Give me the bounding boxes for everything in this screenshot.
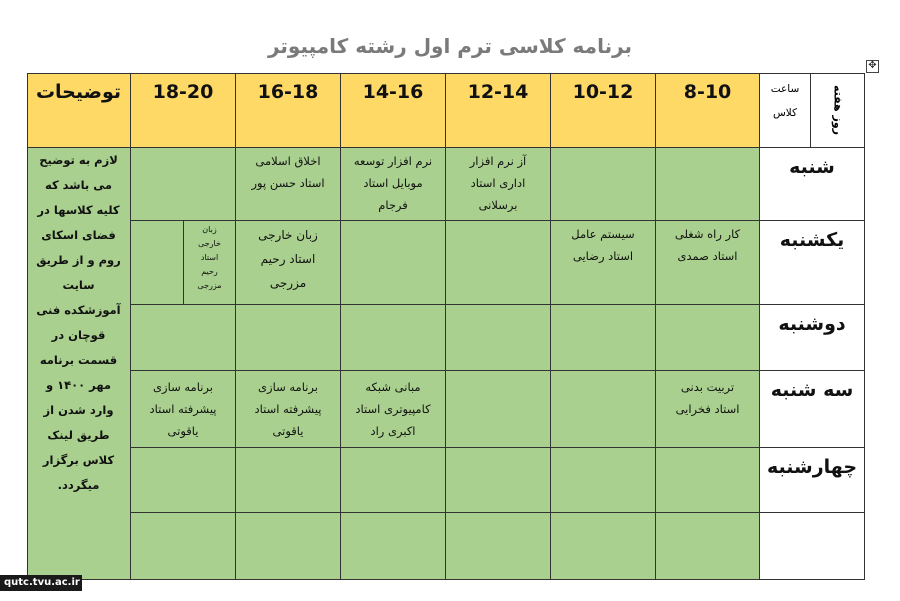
cell-wed-12-14 <box>446 448 551 513</box>
header-slot-18-20: 18-20 <box>131 73 236 148</box>
day-monday: دوشنبه <box>760 305 865 371</box>
notes-cell: لازم به توضیح می باشد که کلیه کلاسها در فضای اسکای روم و از طریق سایت آموزشکده فنی قوچان در قسمت برنامه مهر ۱۴۰۰ و وارد شدن از طریق لینک کلاس برگزار میگردد. <box>27 148 131 580</box>
corner-day-header <box>811 73 865 148</box>
cell-wed-8-10 <box>656 448 760 513</box>
day-tuesday: سه شنبه <box>760 371 865 448</box>
cell-sun-18-20-sub: زبان خارجی استاد رحیم مزرجی <box>184 221 236 305</box>
page-title: برنامه کلاسی ترم اول رشته کامپیوتر <box>267 34 633 58</box>
cell-sun-18-20 <box>131 221 184 305</box>
cell-mon-18-20 <box>131 305 236 371</box>
cell-sat-18-20 <box>131 148 236 221</box>
cell-tue-18-20: برنامه سازی پیشرفته استاد یاقوتی <box>131 371 236 448</box>
cell-sun-14-16 <box>341 221 446 305</box>
header-notes: توضیحات <box>27 73 131 148</box>
move-cross-icon[interactable]: ✥ <box>866 60 879 73</box>
day-saturday: شنبه <box>760 148 865 221</box>
day-empty <box>760 513 865 580</box>
cell-sat-14-16: نرم افزار توسعه موبایل استاد فرجام <box>341 148 446 221</box>
cell-mon-8-10 <box>656 305 760 371</box>
cell-extra-14-16 <box>341 513 446 580</box>
cell-sun-8-10: کار راه شغلی استاد صمدی <box>656 221 760 305</box>
cell-tue-14-16: مبانی شبکه کامپیوتری استاد اکبری راد <box>341 371 446 448</box>
cell-tue-12-14 <box>446 371 551 448</box>
header-slot-8-10: 8-10 <box>656 73 760 148</box>
cell-wed-18-20 <box>131 448 236 513</box>
cell-sat-10-12 <box>551 148 656 221</box>
header-slot-10-12: 10-12 <box>551 73 656 148</box>
cell-sun-16-18: زبان خارجی استاد رحیم مزرجی <box>236 221 341 305</box>
cell-extra-18-20 <box>131 513 236 580</box>
cell-extra-16-18 <box>236 513 341 580</box>
cell-sun-10-12: سیستم عامل استاد رضایی <box>551 221 656 305</box>
cell-tue-8-10: تربیت بدنی استاد فخرایی <box>656 371 760 448</box>
cell-wed-14-16 <box>341 448 446 513</box>
schedule-table <box>27 73 865 580</box>
cell-tue-10-12 <box>551 371 656 448</box>
header-slot-12-14: 12-14 <box>446 73 551 148</box>
cell-mon-14-16 <box>341 305 446 371</box>
cell-extra-12-14 <box>446 513 551 580</box>
cell-wed-16-18 <box>236 448 341 513</box>
corner-time-header: ساعت کلاس <box>760 73 811 148</box>
corner-day-label: روز هفته <box>831 84 844 136</box>
cell-mon-16-18 <box>236 305 341 371</box>
cell-mon-12-14 <box>446 305 551 371</box>
cell-extra-8-10 <box>656 513 760 580</box>
cell-wed-10-12 <box>551 448 656 513</box>
cell-sat-8-10 <box>656 148 760 221</box>
cell-sat-12-14: آز نرم افزار اداری استاد برسلانی <box>446 148 551 221</box>
header-slot-14-16: 14-16 <box>341 73 446 148</box>
day-wednesday: چهارشنبه <box>760 448 865 513</box>
cell-sat-16-18: اخلاق اسلامی استاد حسن پور <box>236 148 341 221</box>
site-watermark: qutc.tvu.ac.ir <box>0 575 82 591</box>
cell-tue-16-18: برنامه سازی پیشرفته استاد یاقوتی <box>236 371 341 448</box>
day-sunday: یکشنبه <box>760 221 865 305</box>
cell-extra-10-12 <box>551 513 656 580</box>
cell-mon-10-12 <box>551 305 656 371</box>
cell-sun-12-14 <box>446 221 551 305</box>
header-slot-16-18: 16-18 <box>236 73 341 148</box>
